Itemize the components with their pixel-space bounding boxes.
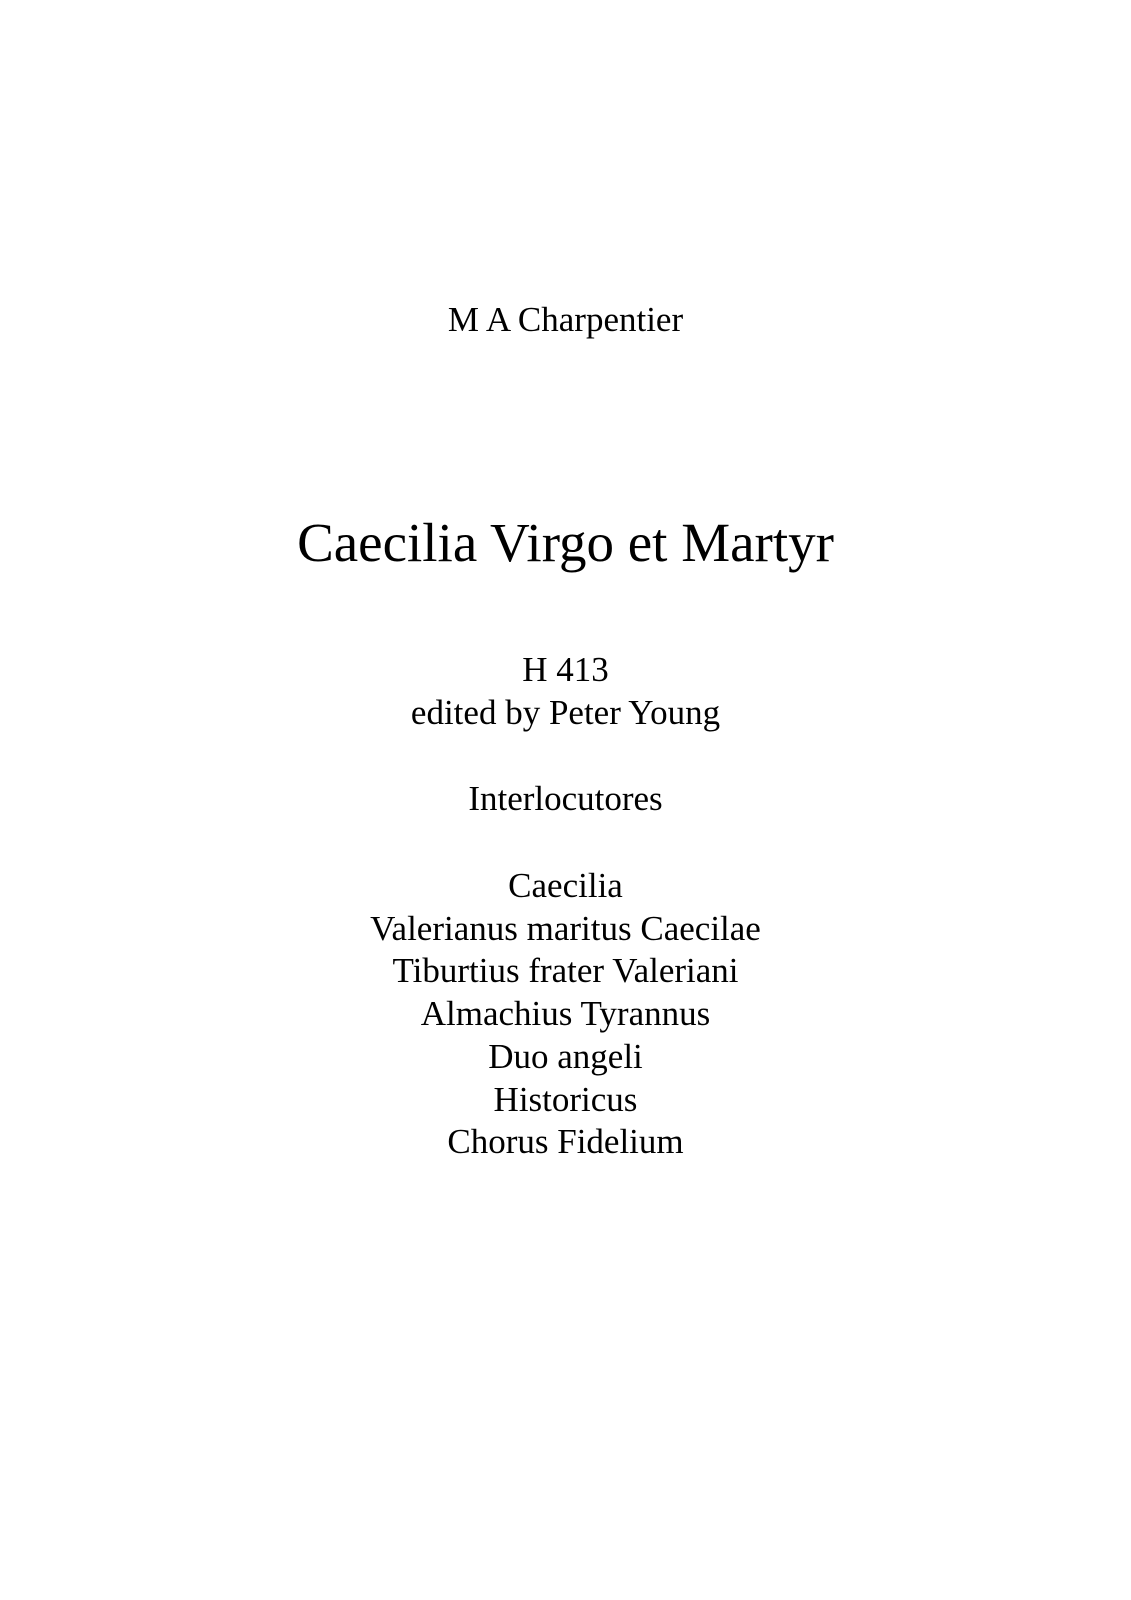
cast-item: Almachius Tyrannus <box>420 994 711 1034</box>
cast-heading: Interlocutores <box>468 779 663 818</box>
cast-item: Duo angeli <box>488 1036 643 1076</box>
work-title: Caecilia Virgo et Martyr <box>297 512 834 573</box>
cast-item: Caecilia <box>508 866 623 905</box>
cast-item: Tiburtius frater Valeriani <box>392 951 739 991</box>
cast-item: Chorus Fidelium <box>447 1122 684 1162</box>
editor-credit: edited by Peter Young <box>410 693 721 732</box>
cast-item: Historicus <box>493 1079 638 1119</box>
composer-name: M A Charpentier <box>447 300 684 339</box>
cast-item: Valerianus maritus Caecilae <box>370 908 761 948</box>
catalog-number: H 413 <box>522 650 609 689</box>
cast-list <box>0 865 1131 1164</box>
